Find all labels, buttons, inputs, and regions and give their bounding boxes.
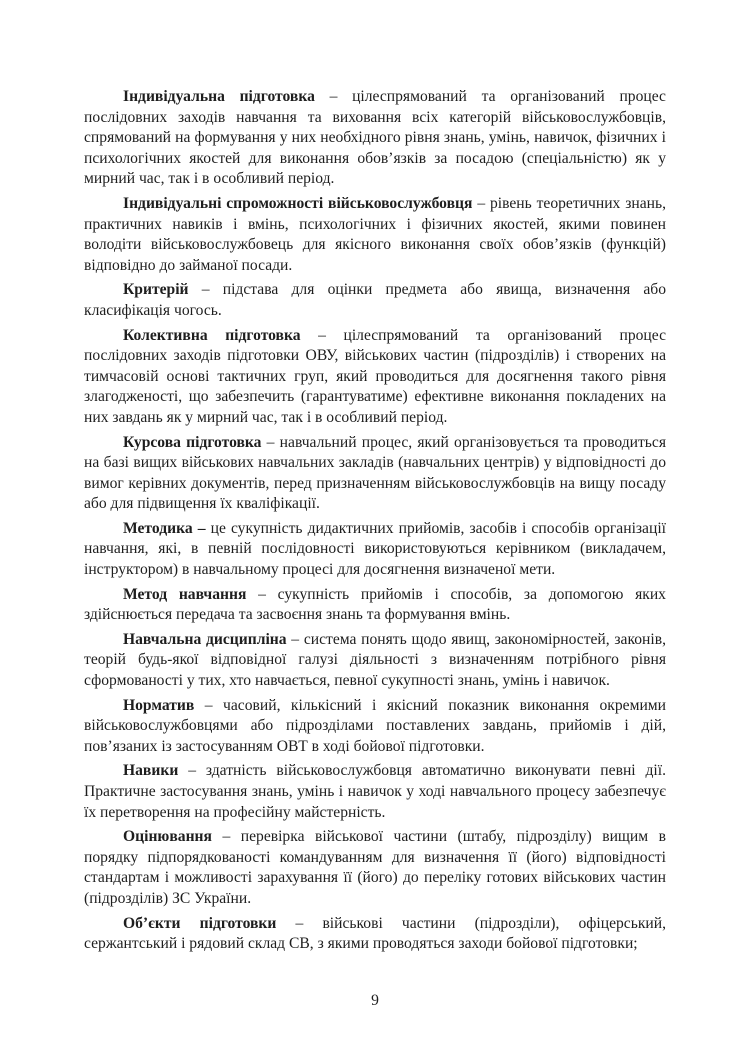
glossary-definition: це сукупність дидактичних прийомів, засобів і способів організації навчання, які, в певній послідовності використовуються керівником (викладачем, інструктором) в навчальному процесі для досягнення визначеної мети. <box>84 519 666 579</box>
glossary-term: Індивідуальні спроможності військовослужбовця <box>123 194 473 212</box>
glossary-definition: – система понять щодо явищ, закономірностей, законів, теорій будь-якої відповідної галузі діяльності з визначенням потрібного рівня сформованості у тих, хто навчається, певної сукупності знань, умінь і навичок. <box>84 630 666 690</box>
glossary-definition: – сукупність прийомів і способів, за допомогою яких здійснюється передача та засвоєння знань та формування вмінь. <box>84 585 666 624</box>
glossary-definition: – військові частини (підрозділи), офіцерський, сержантський і рядовий склад СВ, з якими проводяться заходи бойової підготовки; <box>84 914 666 953</box>
glossary-term: Об’єкти підготовки <box>123 914 277 932</box>
glossary-term: Колективна підготовка <box>123 326 301 344</box>
document-page <box>84 87 666 959</box>
glossary-definition: – перевірка військової частини (штабу, підрозділу) вищим в порядку підпорядкованості командуванням для визначення її (його) відповідності стандартам і можливості зарахування її (його) до переліку готових військових частин (підрозділів) ЗС України. <box>84 828 666 907</box>
glossary-entry-individual-training <box>84 87 666 190</box>
glossary-entry-methodology <box>84 519 666 581</box>
glossary-entry-training-objects <box>84 914 666 955</box>
glossary-definition: – здатність військовослужбовця автоматично виконувати певні дії. Практичне застосування знань, умінь і навичок у ході навчального процесу забезпечує їх перетворення на професійну майстерність. <box>84 762 666 821</box>
glossary-definition: – підстава для оцінки предмета або явища, визначення або класифікація чогось. <box>84 281 666 319</box>
glossary-term: Методика – <box>123 519 206 537</box>
glossary-entry-criterion <box>84 280 666 321</box>
glossary-definition: – цілеспрямований та організований процес послідовних заходів навчання та виховання всіх категорій військовослужбовців, спрямований на формування у них необхідного рівня знань, умінь, навичок, фізичних і психологічних якостей для виконання обов’язків за посадою (спеціальністю) як у мирний час, так і в особливий період. <box>84 88 666 188</box>
glossary-term: Критерій <box>123 281 189 299</box>
glossary-term: Курсова підготовка <box>123 433 262 451</box>
glossary-entry-evaluation <box>84 827 666 909</box>
glossary-entry-standard <box>84 696 666 758</box>
glossary-term: Метод навчання <box>123 585 247 603</box>
glossary-entry-teaching-method <box>84 585 666 626</box>
glossary-term: Індивідуальна підготовка <box>123 88 315 105</box>
glossary-definition: – часовий, кількісний і якісний показник виконання окремими військовослужбовцями або підрозділами поставлених завдань, прийомів і дій, пов’язаних із застосуванням ОВТ в ході бойової підготовки. <box>84 696 666 755</box>
glossary-entry-skills <box>84 761 666 823</box>
glossary-entry-collective-training <box>84 326 666 429</box>
glossary-term: Навики <box>123 762 179 780</box>
glossary-definition: – рівень теоретичних знань, практичних навиків і вмінь, психологічних і фізичних якостей, якими повинен володіти військовослужбовець для якісного виконання своїх обов’язків (функцій) відповідно до займаної посади. <box>84 194 666 274</box>
glossary-term: Навчальна дисципліна <box>123 630 287 648</box>
glossary-term: Оцінювання <box>123 828 212 846</box>
glossary-term: Норматив <box>123 696 195 714</box>
glossary-entry-course-training <box>84 433 666 515</box>
glossary-entry-academic-discipline <box>84 630 666 692</box>
glossary-definition: – цілеспрямований та організований процес послідовних заходів підготовки ОВУ, військових частин (підрозділів) і створених на тимчасовій основі тактичних груп, який проводиться для досягнення такого рівня злагодженості, що забезпечить (гарантуватиме) ефективне виконання покладених на них завдань як у мирний час, так і в особливий період. <box>84 326 666 426</box>
page-number: 9 <box>371 992 379 1009</box>
glossary-entry-individual-capabilities <box>84 194 666 276</box>
glossary-definition: – навчальний процес, який організовується та проводиться на базі вищих військових навчальних закладів (навчальних центрів) у відповідності до вимог керівних документів, перед призначенням військовослужбовців на вищу посаду або для підвищення їх кваліфікації. <box>84 433 666 513</box>
